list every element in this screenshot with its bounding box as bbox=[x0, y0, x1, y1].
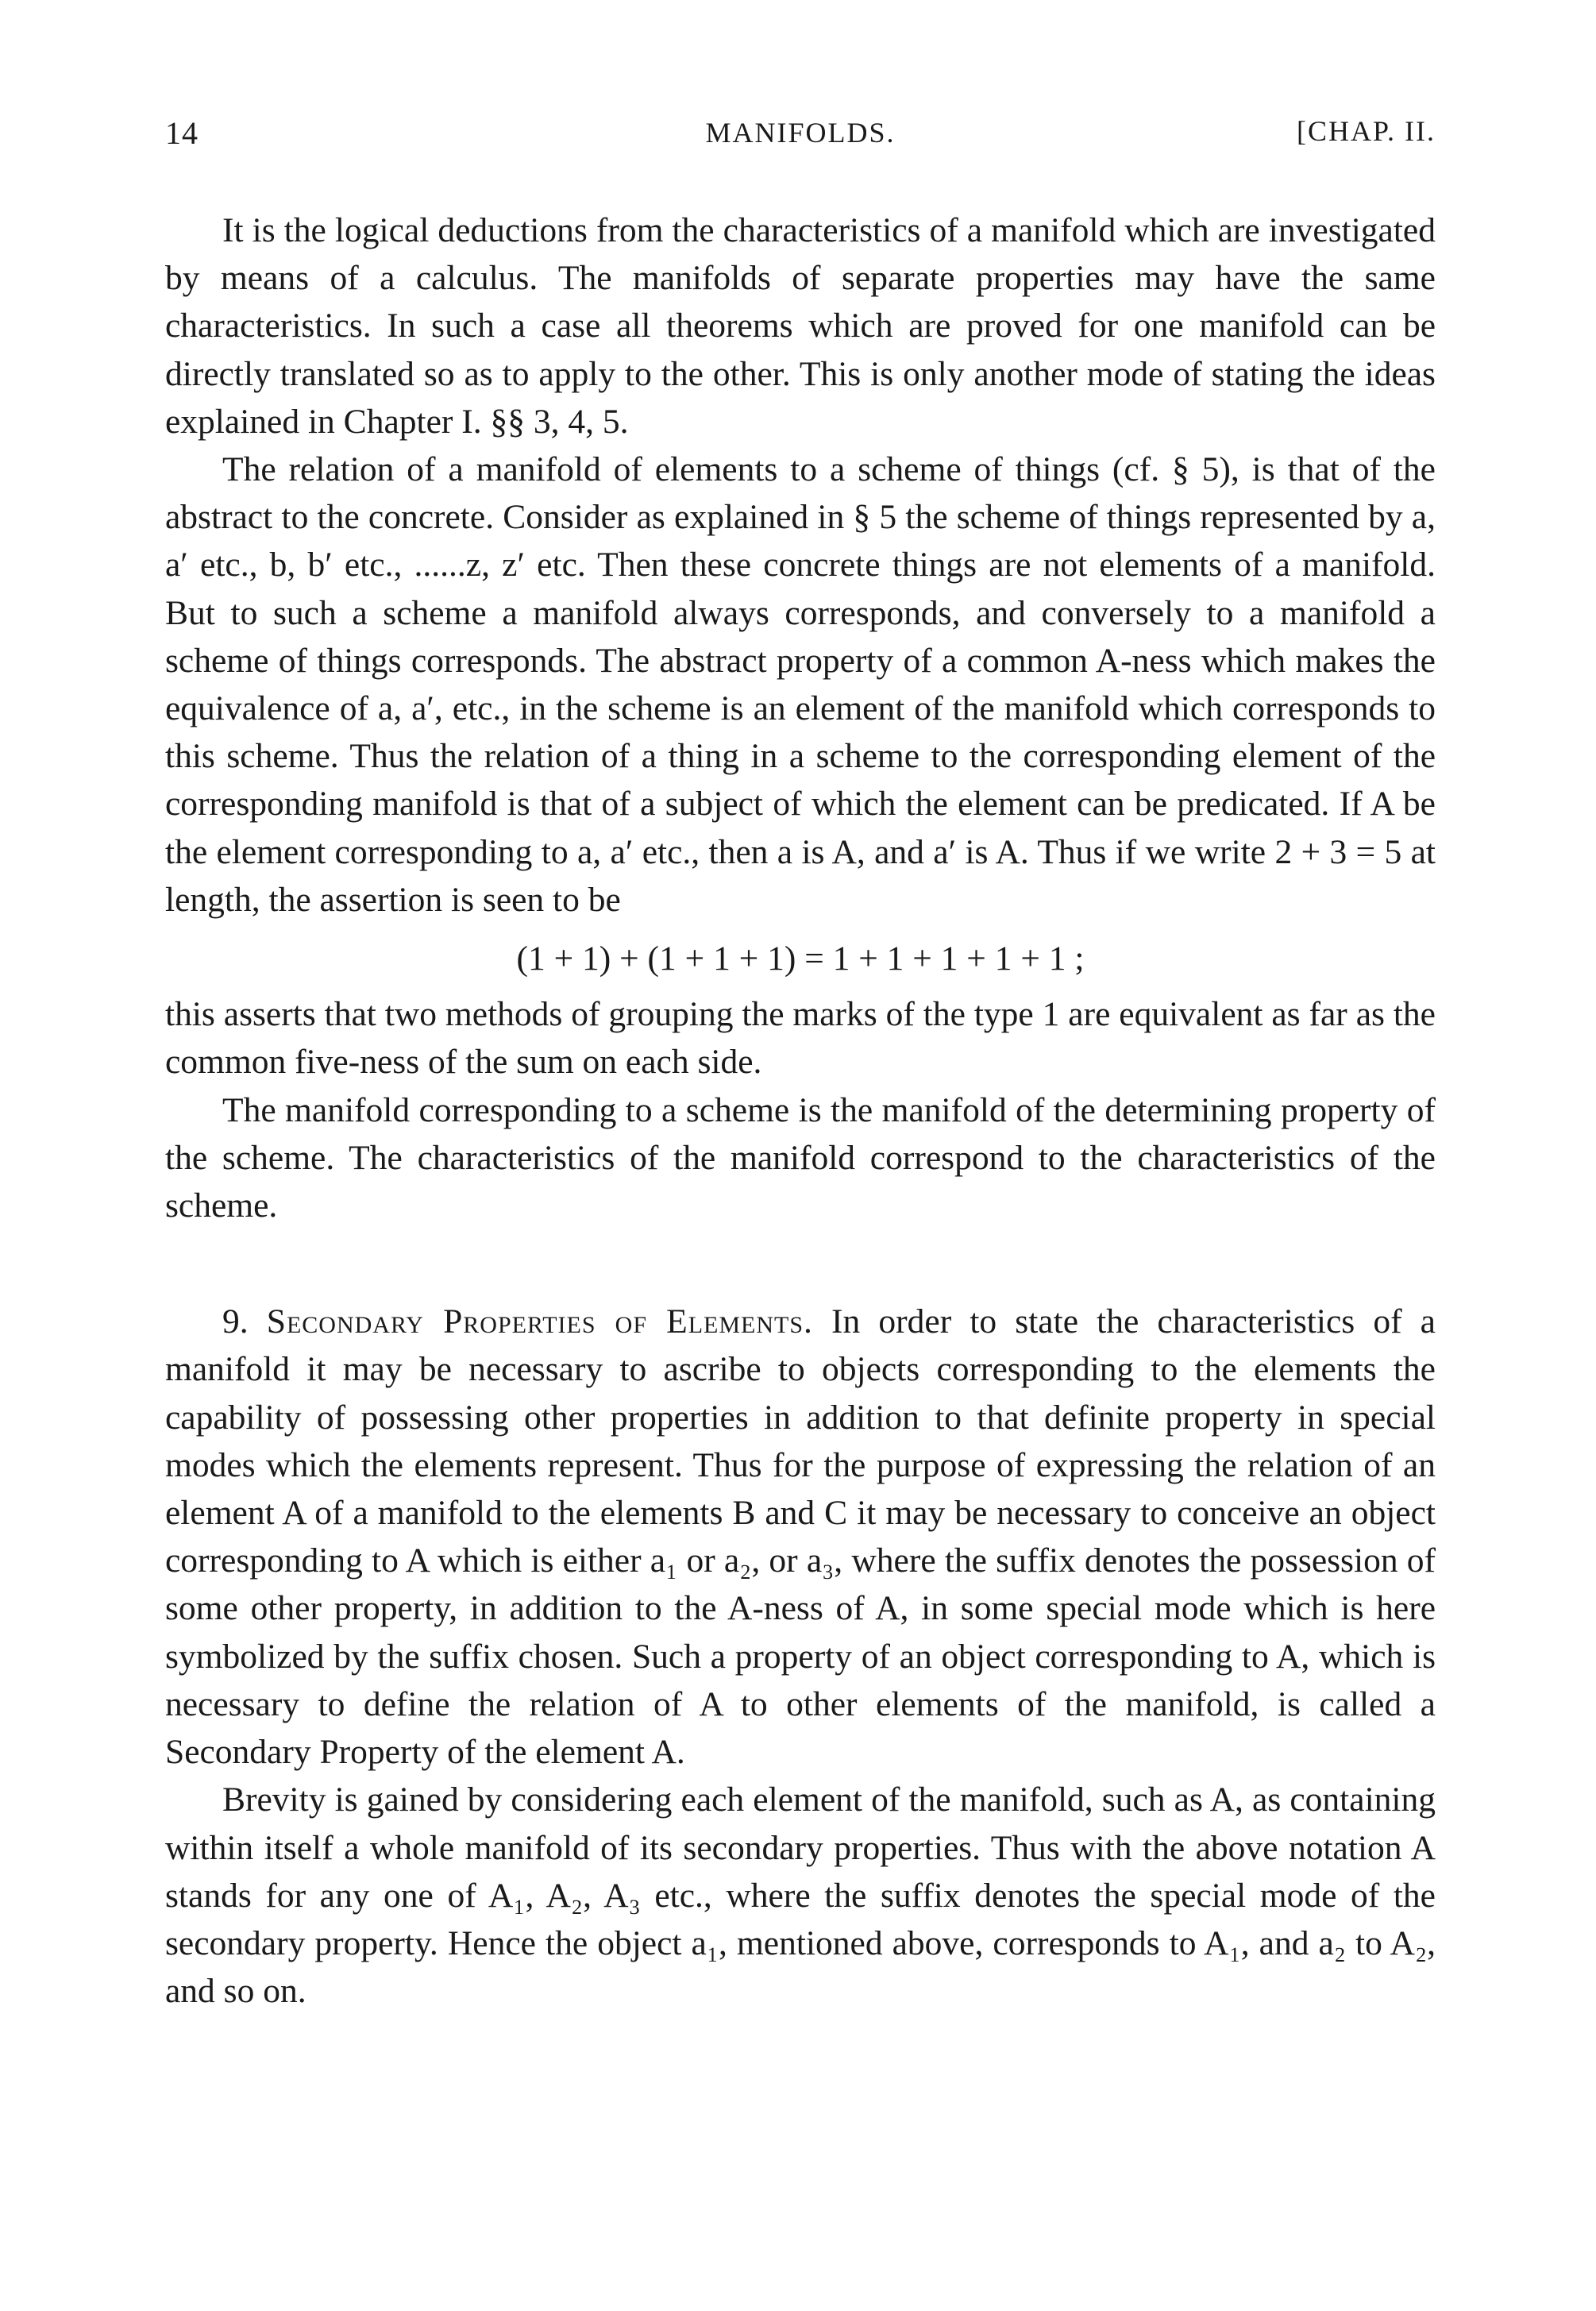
paragraph-4: The manifold corresponding to a scheme is the manifold of the determining property of the scheme. The characteristics of the manifold correspond to the characteristics of the scheme. bbox=[165, 1090, 1436, 1225]
book-page bbox=[165, 95, 1436, 2015]
running-title: MANIFOLDS. bbox=[705, 117, 896, 149]
section-number: 9. bbox=[222, 1302, 249, 1341]
section-heading: Secondary Properties of Elements. bbox=[266, 1302, 813, 1341]
paragraph-1: It is the logical deductions from the characteristics of a manifold which are investigated by means of a calculus. The manifolds of separate properties may have the same characteristics. In such a case all theorems which are proved for one manifold can be directly translated so as to apply to the other. This is only another mode of stating the ideas explained in Chapter I. §§ 3, 4, 5. bbox=[165, 211, 1436, 441]
body-text bbox=[165, 206, 1436, 2015]
display-equation: (1 + 1) + (1 + 1 + 1) = 1 + 1 + 1 + 1 + 1 ; bbox=[516, 939, 1085, 978]
chapter-label: [CHAP. II. bbox=[1296, 115, 1436, 147]
paragraph-2: The relation of a manifold of elements to a scheme of things (cf. § 5), is that of the abstract to the concrete. Consider as explained in § 5 the scheme of things represented by a, a′ etc., b, b′ etc., ......z, z′ etc. Then these concrete things are not elements of a manifold. But to such a scheme a manifold always corresponds, and conversely to a manifold a scheme of things corresponds. The abstract property of a common A-ness which makes the equivalence of a, a′, etc., in the scheme is an element of the manifold which corresponds to this scheme. Thus the relation of a thing in a scheme to the corresponding element of the corresponding manifold is that of a subject of which the element can be predicated. If A be the element corresponding to a, a′ etc., then a is A, and a′ is A. Thus if we write 2 + 3 = 5 at length, the assertion is seen to be bbox=[165, 450, 1436, 919]
page-number: 14 bbox=[165, 115, 199, 151]
paragraph-6: Brevity is gained by considering each element of the manifold, such as A, as containing within itself a whole manifold of its secondary properties. Thus with the above notation A stands for any one of A₁, A₂, A₃ etc., where the suffix denotes the special mode of the secondary property. Hence the object a₁, mentioned above, corresponds to A₁, and a₂ to A₂, and so on. bbox=[165, 1781, 1436, 2011]
running-head bbox=[165, 95, 1436, 159]
paragraph-3: this asserts that two methods of grouping the marks of the type 1 are equivalent as far as the common five-ness of the sum on each side. bbox=[165, 995, 1436, 1082]
section-9-paragraph bbox=[165, 1298, 1436, 1776]
paragraph-5: In order to state the characteristics of a manifold it may be necessary to ascribe to objects corresponding to the elements the capability of possessing other properties in addition to that definite property in special modes which the elements represent. Thus for the purpose of expressing the relation of an element A of a manifold to the elements B and C it may be necessary to conceive an object corresponding to A which is either a₁ or a₂, or a₃, where the suffix denotes the possession of some other property, in addition to the A-ness of A, in some special mode which is here symbolized by the suffix chosen. Such a property of an object corresponding to A, which is necessary to define the relation of A to other elements of the manifold, is called a Secondary Property of the element A. bbox=[165, 1302, 1436, 1772]
